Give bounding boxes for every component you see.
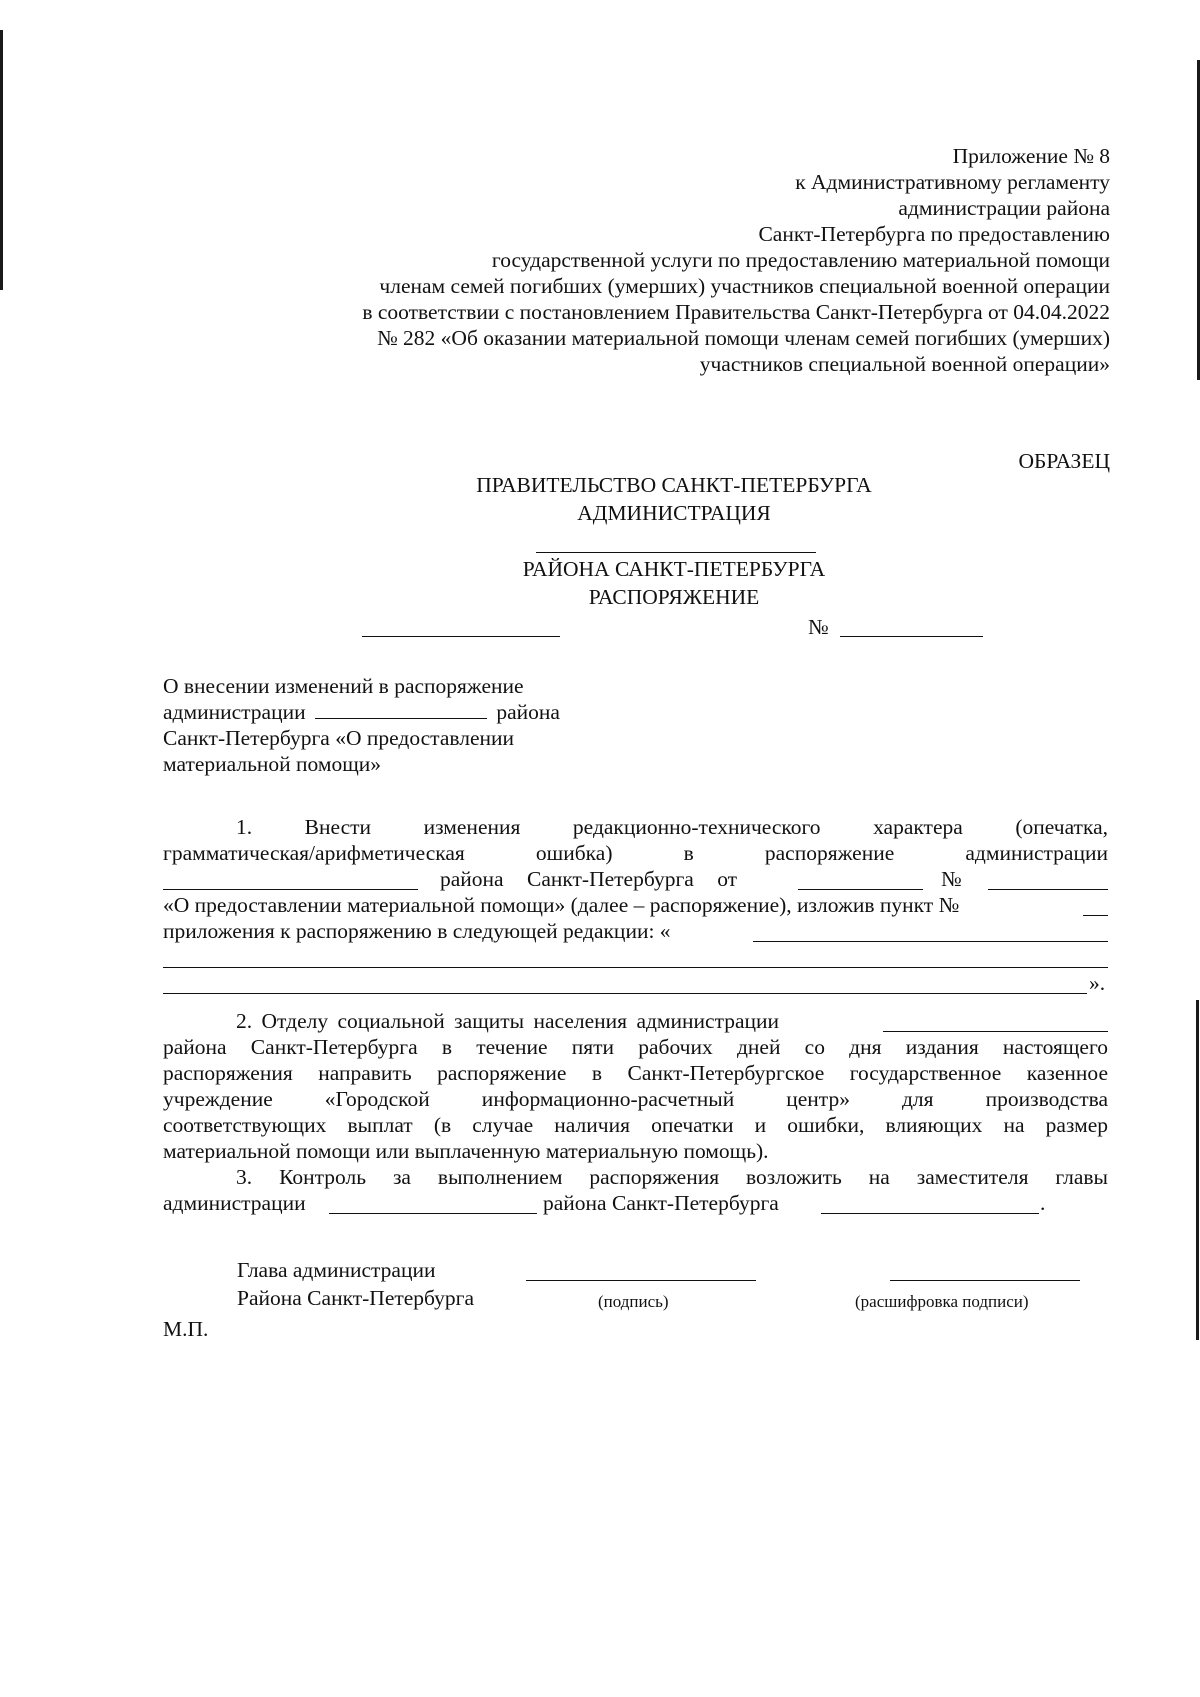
paragraph-line: района Санкт-Петербурга [543, 1191, 779, 1215]
paragraph-line: 1. Внести изменения редакционно-технического характера (опечатка, [236, 815, 1108, 839]
signature-decode-caption: (расшифровка подписи) [855, 1292, 1029, 1311]
paragraph-line: района Санкт-Петербурга в течение пяти рабочих дней со дня издания настоящего [163, 1035, 1108, 1059]
signature-blank [526, 1280, 756, 1281]
paragraph-2 [163, 1008, 1108, 1164]
subject-line: материальной помощи» [163, 752, 382, 776]
district-blank [315, 717, 487, 719]
district-title: РАЙОНА САНКТ-ПЕТЕРБУРГА [522, 557, 826, 581]
paragraph-line: «О предоставлении материальной помощи» (далее – распоряжение), изложив пункт № [163, 893, 960, 917]
district-name-blank [536, 552, 816, 553]
appendix-line: государственной услуги по предоставлению материальной помощи [491, 248, 1110, 272]
period: . [1040, 1191, 1046, 1215]
number-blank [840, 636, 983, 637]
paragraph-line: материальной помощи или выплаченную материальную помощь). [163, 1139, 769, 1163]
sample-mark: ОБРАЗЕЦ [1018, 449, 1110, 473]
appendix-line: Санкт-Петербурга по предоставлению [758, 222, 1110, 246]
government-title: ПРАВИТЕЛЬСТВО САНКТ-ПЕТЕРБУРГА [476, 473, 872, 497]
scan-edge-left [0, 30, 3, 290]
appendix-line: администрации района [898, 196, 1110, 220]
date-blank [798, 888, 923, 890]
paragraph-3 [163, 1164, 1108, 1216]
deputy-name-blank [821, 1212, 1039, 1214]
number-sign: № [941, 867, 962, 891]
subject-line: района [496, 700, 560, 724]
paragraph-line: 3. Контроль за выполнением распоряжения возложить на заместителя главы [236, 1165, 1108, 1189]
subject-line: администрации [163, 700, 306, 724]
district-blank [329, 1212, 537, 1214]
appendix-header [230, 143, 1110, 377]
appendix-line: членам семей погибших (умерших) участников специальной военной операции [379, 274, 1110, 298]
stamp-place: М.П. [163, 1317, 209, 1341]
new-wording-blank [163, 966, 1108, 968]
signature-caption: (подпись) [598, 1292, 669, 1311]
paragraph-line: соответствующих выплат (в случае наличия опечатки и ошибки, влияющих на размер [163, 1113, 1108, 1137]
document-type-title: РАСПОРЯЖЕНИЕ [588, 585, 760, 609]
paragraph-line: района Санкт-Петербурга от [440, 867, 738, 891]
number-blank [988, 888, 1108, 890]
new-wording-blank [163, 992, 1087, 994]
closing-quote: ». [1089, 971, 1106, 995]
appendix-line: № 282 «Об оказании материальной помощи членам семей погибших (умерших) [377, 326, 1110, 350]
district-blank [883, 1030, 1108, 1032]
paragraph-line: учреждение «Городской информационно-расчетный центр» для производства [163, 1087, 1108, 1111]
subject-line: Санкт-Петербурга «О предоставлении [163, 726, 515, 750]
signature-decode-blank [890, 1280, 1080, 1281]
paragraph-line: 2. Отделу социальной защиты населения администрации [236, 1009, 780, 1033]
appendix-line: к Административному регламенту [795, 170, 1110, 194]
paragraph-1 [163, 814, 1108, 996]
item-number-blank [1083, 914, 1108, 916]
scan-edge-right-lower [1196, 1000, 1199, 1340]
district-blank [163, 888, 418, 890]
appendix-line: участников специальной военной операции» [699, 352, 1110, 376]
district-head-title: Района Санкт-Петербурга [237, 1286, 475, 1310]
paragraph-line: грамматическая/арифметическая ошибка) в распоряжение администрации [163, 841, 1108, 865]
appendix-line: в соответствии с постановлением Правительства Санкт-Петербурга от 04.04.2022 [362, 300, 1110, 324]
date-blank [362, 636, 560, 637]
subject-line: О внесении изменений в распоряжение [163, 674, 524, 698]
paragraph-line: распоряжения направить распоряжение в Санкт-Петербургское государственное казенное [163, 1061, 1108, 1085]
number-sign: № [808, 615, 829, 639]
administration-title: АДМИНИСТРАЦИЯ [577, 501, 771, 525]
new-wording-blank [753, 940, 1108, 942]
subject-block [163, 673, 603, 777]
head-title: Глава администрации [237, 1258, 436, 1282]
appendix-line: Приложение № 8 [952, 144, 1110, 168]
paragraph-line: приложения к распоряжению в следующей редакции: « [163, 919, 671, 943]
paragraph-line: администрации [163, 1191, 306, 1215]
